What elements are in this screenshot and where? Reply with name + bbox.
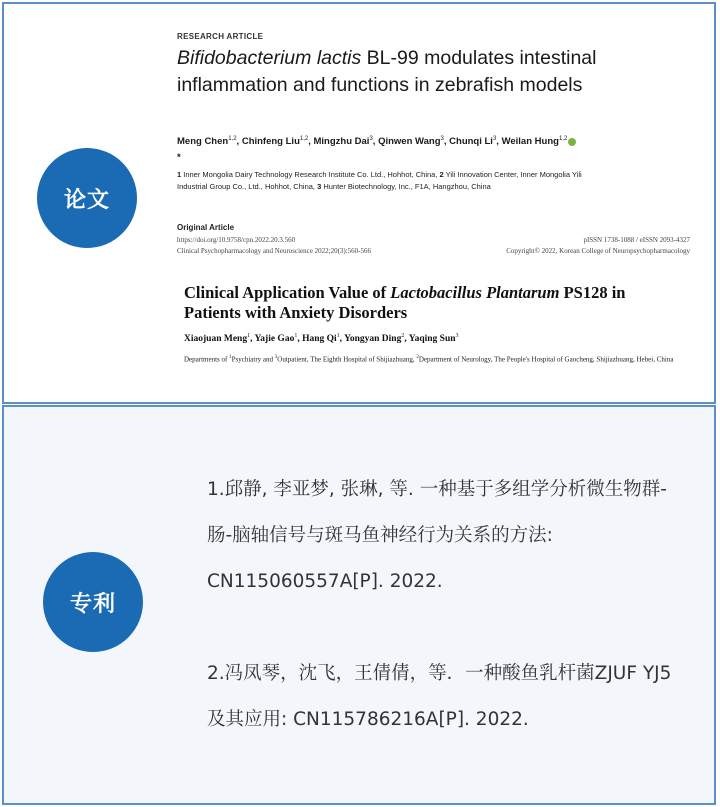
author-separator: , bbox=[443, 136, 450, 148]
paper2-title-species: Lactobacillus Plantarum bbox=[390, 283, 560, 302]
author-separator: , bbox=[308, 136, 314, 148]
affil-sup: 2 bbox=[416, 355, 419, 360]
author-name: Weilan Hung bbox=[501, 136, 559, 148]
paper2-title-post: PS128 in Patients with Anxiety Disorders bbox=[184, 283, 626, 322]
author-affil-sup: 3 bbox=[455, 333, 459, 339]
author-name: Chinfeng Liu bbox=[241, 136, 300, 148]
author-affil-sup: 1,2 bbox=[558, 136, 568, 142]
author-affil-sup: 3 bbox=[492, 136, 497, 142]
paper1-affiliations bbox=[177, 169, 607, 192]
affil-text: Departments of bbox=[184, 355, 230, 364]
author-affil-sup: 2 bbox=[401, 333, 405, 339]
author-name: Xiaojuan Meng bbox=[184, 334, 248, 345]
orcid-icon[interactable] bbox=[568, 138, 576, 146]
paper1-title bbox=[177, 45, 597, 99]
paper2-authors bbox=[184, 333, 684, 344]
affil-sup: 1 bbox=[229, 355, 232, 360]
affil-text: Inner Mongolia Dairy Technology Research Institute Co. Ltd., Hohhot, China, bbox=[181, 170, 440, 179]
affil-number: 1 bbox=[177, 170, 182, 179]
author-affil-sup: 1,2 bbox=[228, 136, 237, 142]
author-separator: , bbox=[496, 136, 502, 148]
patents-badge: 专利 bbox=[43, 552, 143, 652]
author-separator: , bbox=[372, 136, 379, 148]
paper2-doi[interactable]: https://doi.org/10.9758/cpn.2022.20.3.560 bbox=[177, 236, 296, 244]
paper2-affiliations bbox=[184, 352, 694, 365]
affil-text: Department of Neurology, The People's Hospital of Gaocheng, Shijiazhuang, Hebei, China bbox=[418, 355, 674, 364]
affil-text: Yili Innovation Center, Inner Mongolia Yili Industrial Group Co., Ltd., Hohhot, China, bbox=[177, 170, 582, 191]
paper2-title bbox=[184, 283, 684, 323]
paper2-meta-left bbox=[177, 235, 371, 257]
patent-item: 1.邱静, 李亚梦, 张琳, 等. 一种基于多组学分析微生物群-肠-脑轴信号与斑马鱼神经行为关系的方法: CN115060557A[P]. 2022. bbox=[207, 479, 667, 592]
affil-text: Psychiatry and bbox=[231, 355, 275, 364]
author-name: Yongyan Ding bbox=[344, 334, 402, 345]
paper2-issn: pISSN 1738-1088 / eISSN 2093-4327 bbox=[583, 236, 690, 244]
author-affil-sup: 1 bbox=[247, 333, 251, 339]
patent-item: 2.冯凤琴，沈飞，王倩倩，等．一种酸鱼乳杆菌ZJUF YJ5及其应用: CN115786216A[P]. 2022. bbox=[207, 663, 672, 730]
author-name: Mingzhu Dai bbox=[313, 136, 370, 148]
author-name: Yaqing Sun bbox=[408, 334, 456, 345]
author-name: Meng Chen bbox=[177, 136, 229, 148]
author-name: Qinwen Wang bbox=[378, 136, 441, 148]
affil-sup: 3 bbox=[274, 355, 278, 360]
paper2-title-pre: Clinical Application Value of bbox=[184, 283, 391, 302]
author-separator: , bbox=[339, 334, 345, 345]
paper1-authors bbox=[177, 131, 577, 166]
paper2-article-type: Original Article bbox=[177, 223, 235, 232]
author-affil-sup: 1 bbox=[294, 333, 298, 339]
author-affil-sup: 1,2 bbox=[299, 136, 309, 142]
affil-number: 3 bbox=[317, 181, 322, 191]
papers-badge: 论文 bbox=[37, 148, 137, 248]
author-name: Hang Qi bbox=[302, 334, 337, 345]
author-affil-sup: 1 bbox=[336, 333, 340, 339]
paper1-title-species: Bifidobacterium lactis bbox=[177, 47, 362, 69]
affil-text: Outpatient, The Eighth Hospital of Shijiazhuang, bbox=[277, 355, 417, 364]
affil-text: Hunter Biotechnology, Inc., F1A, Hangzhou, China bbox=[321, 181, 491, 191]
paper1-title-rest: BL-99 modulates intestinal inflammation and functions in zebrafish models bbox=[177, 47, 597, 96]
author-separator: , bbox=[404, 334, 409, 345]
author-name: Chunqi Li bbox=[449, 136, 493, 148]
paper2-journal: Clinical Psychopharmacology and Neuroscience 2022;20(3):560-566 bbox=[177, 247, 372, 255]
paper2-meta-right bbox=[506, 235, 690, 257]
author-separator: * bbox=[177, 152, 181, 164]
article-type-label: RESEARCH ARTICLE bbox=[177, 32, 264, 41]
paper2-copyright: Copyright© 2022, Korean College of Neuropsychopharmacology bbox=[506, 247, 690, 255]
author-affil-sup: 3 bbox=[440, 136, 444, 142]
affil-number: 2 bbox=[439, 170, 444, 179]
author-separator: , bbox=[297, 334, 303, 345]
author-affil-sup: 3 bbox=[369, 136, 373, 142]
author-name: Yajie Gao bbox=[254, 334, 295, 345]
author-separator: , bbox=[236, 136, 242, 148]
author-separator: , bbox=[250, 334, 255, 345]
